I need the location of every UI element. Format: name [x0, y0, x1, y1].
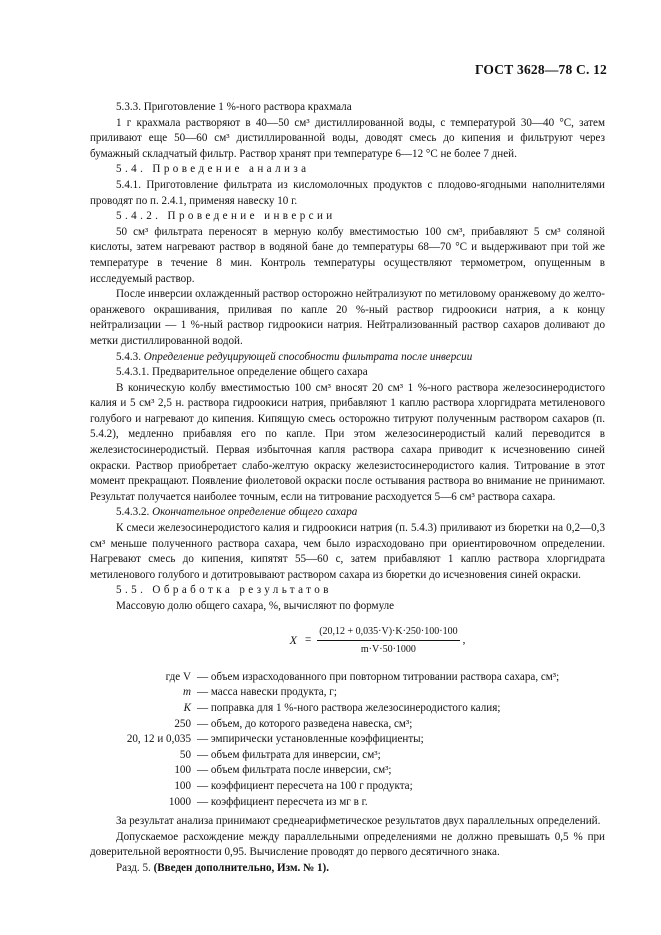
section-5-5-intro: Массовую долю общего сахара, %, вычисляют по формуле: [116, 600, 395, 612]
legend-description: — эмпирически установленные коэффициенты;: [197, 733, 424, 746]
section-5-4-title: 5.4. Проведение анализа: [116, 163, 310, 176]
legend-row: [90, 717, 605, 733]
legend-symbol: 50: [179, 748, 191, 761]
legend-symbol: 20, 12 и 0,035: [126, 733, 191, 746]
legend-symbol: 100: [174, 779, 191, 792]
amendment-text: (Введен дополнительно, Изм. № 1).: [153, 861, 330, 874]
section-5-4-1: 5.4.1. Приготовление фильтрата из кисломолочных продуктов с плодово-ягодными наполнителями проводят по п. 2.4.1, применяя навеску 10 г.: [90, 178, 605, 207]
formula-trailing-comma: ,: [462, 633, 466, 646]
formula-legend: [90, 670, 605, 810]
section-5-4-3-2-number: 5.4.3.2.: [116, 506, 150, 519]
section-5-4-3-2-body: К смеси железосинеродистого калия и гидроокиси натрия (п. 5.4.3) приливают из бюретки на 0,2—0,3 см³ меньше полученного раствора сахара, чем было израсходовано при ориентировочном определении. Нагревают смесь до кипения, кипятят 55—60 с, затем прибавляют 1 каплю раствора хлоргидрата метиленового голубого и дотитровывают раствором сахара из бюретки до исчезновения синей окраски.: [90, 522, 605, 581]
sugar-formula: [150, 624, 605, 658]
legend-description: — коэффициент пересчета на 100 г продукта;: [197, 779, 413, 792]
amendment-note: [90, 861, 605, 877]
section-5-4-2-body-2: После инверсии охлажденный раствор осторожно нейтрализуют по метиловому оранжевому до желто-оранжевого окрашивания, приливая по капле 20 %-ный раствор гидроокиси натрия, а к концу нейтрализации — 1 %-ный раствор гидроокиси натрия. Нейтрализованный раствор сахаров доливают до метки дистиллированной водой.: [90, 288, 605, 347]
legend-row: [90, 779, 605, 795]
page-header: ГОСТ 3628—78 С. 12: [474, 62, 607, 77]
formula-numerator: (20,12 + 0,035·V)·K·250·100·100: [317, 624, 459, 642]
legend-description: — объем, до которого разведена навеска, см³;: [197, 717, 413, 730]
legend-row: [90, 701, 605, 717]
legend-description: — коэффициент пересчета из мг в г.: [197, 795, 368, 808]
legend-symbol: m: [182, 686, 191, 699]
legend-description: — объем фильтрата после инверсии, см³;: [197, 764, 392, 777]
formula-denominator: m·V·50·1000: [360, 644, 416, 656]
result-tolerance: Допускаемое расхождение между параллельными определениями не должно превышать 0,5 % при доверительной вероятности 0,95. Вычисление проводят до первого десятичного знака.: [90, 830, 605, 859]
section-5-5-title: 5.5. Обработка результатов: [116, 584, 332, 597]
legend-row: [90, 763, 605, 779]
section-5-4-3-number: 5.4.3.: [116, 350, 141, 363]
legend-symbol: где V: [165, 670, 191, 683]
legend-symbol: K: [183, 701, 191, 714]
amendment-prefix: Разд. 5.: [116, 861, 151, 874]
legend-row: [90, 748, 605, 764]
section-5-4-3-title: Определение редуцирующей способности фильтрата после инверсии: [143, 350, 473, 363]
section-5-3-3-body: 1 г крахмала растворяют в 40—50 см³ дистиллированной воды, с температурой 30—40 °С, затем приливают еще 50—60 см³ дистиллированной воды, доводят смесь до кипения и фильтруют через бумажный складчатый фильтр. Раствор хранят при температуре 6—12 °С не более 7 дней.: [90, 116, 605, 160]
legend-description: — масса навески продукта, г;: [197, 686, 337, 699]
section-5-4-3-heading: [90, 350, 605, 366]
section-5-4-3-2-title: Окончательное определение общего сахара: [152, 506, 358, 519]
formula-lhs: X: [289, 632, 297, 647]
legend-row: [90, 732, 605, 748]
formula-fraction: [317, 624, 459, 658]
document-body: [90, 100, 605, 877]
legend-symbol: 100: [174, 764, 191, 777]
section-5-4-3-2-heading: [90, 505, 605, 521]
section-5-4-3-1-body: В коническую колбу вместимостью 100 см³ вносят 20 см³ 1 %-ного раствора железосинеродистого калия и 5 см³ 2,5 н. раствора гидроокиси натрия, прибавляют 1 каплю раствора хлоргидрата метиленового голубого и нагревают до кипения. Кипящую смесь осторожно титруют полученным раствором сахаров (п. 5.4.2), медленно прибавляя его по капле. При этом железосинеродистый калий переводится в железистосинеродистый. Первая избыточная капля раствора сахара приводит к исчезновению синей окраски. Раствор приобретает слабо-желтую окраску железистосинеродистого калия. Титрование в этот момент прекращают. Появление фиолетовой окраски после остывания раствора во внимание не принимают. Результат получается наиболее точным, если на титрование расходуется 5—6 см³ раствора сахара.: [90, 381, 605, 503]
legend-row: [90, 795, 605, 811]
section-5-4-3-1-title: 5.4.3.1. Предварительное определение общего сахара: [116, 366, 368, 379]
formula-equals: =: [304, 633, 312, 646]
section-5-3-3-title: 5.3.3. Приготовление 1 %-ного раствора крахмала: [116, 101, 352, 113]
legend-row: [90, 685, 605, 701]
legend-symbol: 250: [174, 717, 191, 730]
section-5-4-2-title: 5.4.2. Проведение инверсии: [116, 210, 336, 223]
section-5-4-2-body: 50 см³ фильтрата переносят в мерную колбу вместимостью 100 см³, прибавляют 5 см³ соляной кислоты, затем нагревают раствор в водяной бане до температуры 68—70 °С и выдерживают при той же температуре в течение 8 мин. Контроль температуры осуществляют термометром, опущенным в исследуемый раствор.: [90, 225, 605, 285]
legend-symbol: 1000: [168, 795, 191, 808]
legend-description: — объем израсходованного при повторном титровании раствора сахара, см³;: [197, 670, 560, 683]
result-averaging: За результат анализа принимают среднеарифметическое результатов двух параллельных определений.: [116, 815, 601, 828]
legend-description: — объем фильтрата для инверсии, см³;: [197, 748, 381, 761]
legend-description: — поправка для 1 %-ного раствора железосинеродистого калия;: [197, 701, 501, 714]
legend-row: [90, 670, 605, 686]
